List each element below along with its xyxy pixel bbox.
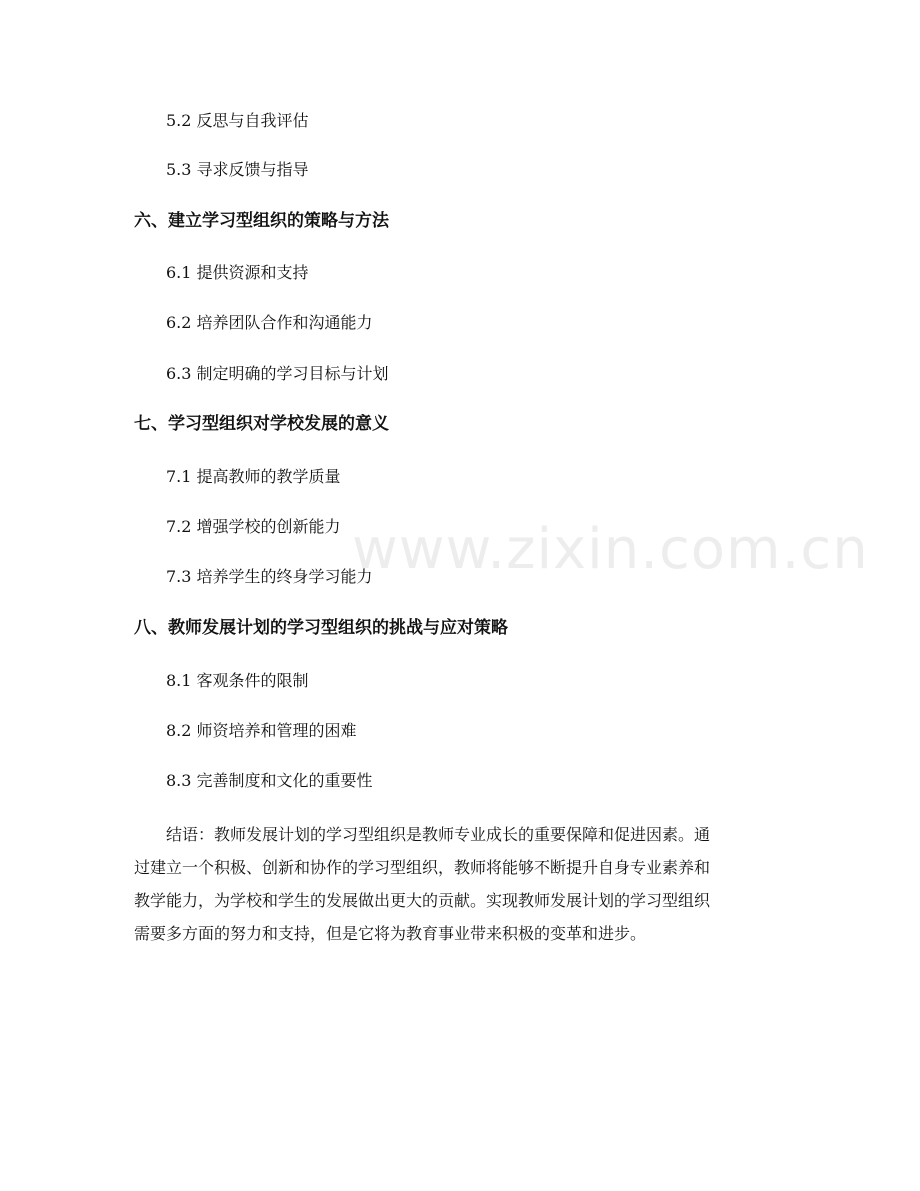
subsection-7-3: 7.3 培养学生的终身学习能力 [166, 567, 373, 586]
subsection-5-3: 5.3 寻求反馈与指导 [166, 160, 309, 179]
conclusion-line-2: 过建立一个积极、创新和协作的学习型组织，教师将能够不断提升自身专业素养和 [134, 858, 711, 877]
conclusion-line-3: 教学能力，为学校和学生的发展做出更大的贡献。实现教师发展计划的学习型组织 [134, 891, 711, 910]
subsection-6-2: 6.2 培养团队合作和沟通能力 [166, 313, 373, 332]
conclusion-line-4: 需要多方面的努力和支持，但是它将为教育事业带来积极的变革和进步。 [134, 924, 647, 943]
subsection-6-3: 6.3 制定明确的学习目标与计划 [166, 364, 389, 383]
subsection-5-2: 5.2 反思与自我评估 [166, 111, 309, 130]
subsection-8-2: 8.2 师资培养和管理的困难 [166, 721, 357, 740]
subsection-8-1: 8.1 客观条件的限制 [166, 671, 309, 690]
conclusion-line-1: 结语：教师发展计划的学习型组织是教师专业成长的重要保障和促进因素。通 [166, 825, 711, 844]
subsection-6-1: 6.1 提供资源和支持 [166, 263, 309, 282]
section-heading-7: 七、学习型组织对学校发展的意义 [134, 414, 389, 434]
subsection-7-2: 7.2 增强学校的创新能力 [166, 517, 341, 536]
conclusion-paragraph [134, 818, 790, 950]
subsection-7-1: 7.1 提高教师的教学质量 [166, 467, 341, 486]
section-heading-8: 八、教师发展计划的学习型组织的挑战与应对策略 [134, 618, 508, 638]
subsection-8-3: 8.3 完善制度和文化的重要性 [166, 771, 373, 790]
watermark: www.zixin.com.cn [352, 517, 869, 582]
section-heading-6: 六、建立学习型组织的策略与方法 [134, 211, 389, 231]
